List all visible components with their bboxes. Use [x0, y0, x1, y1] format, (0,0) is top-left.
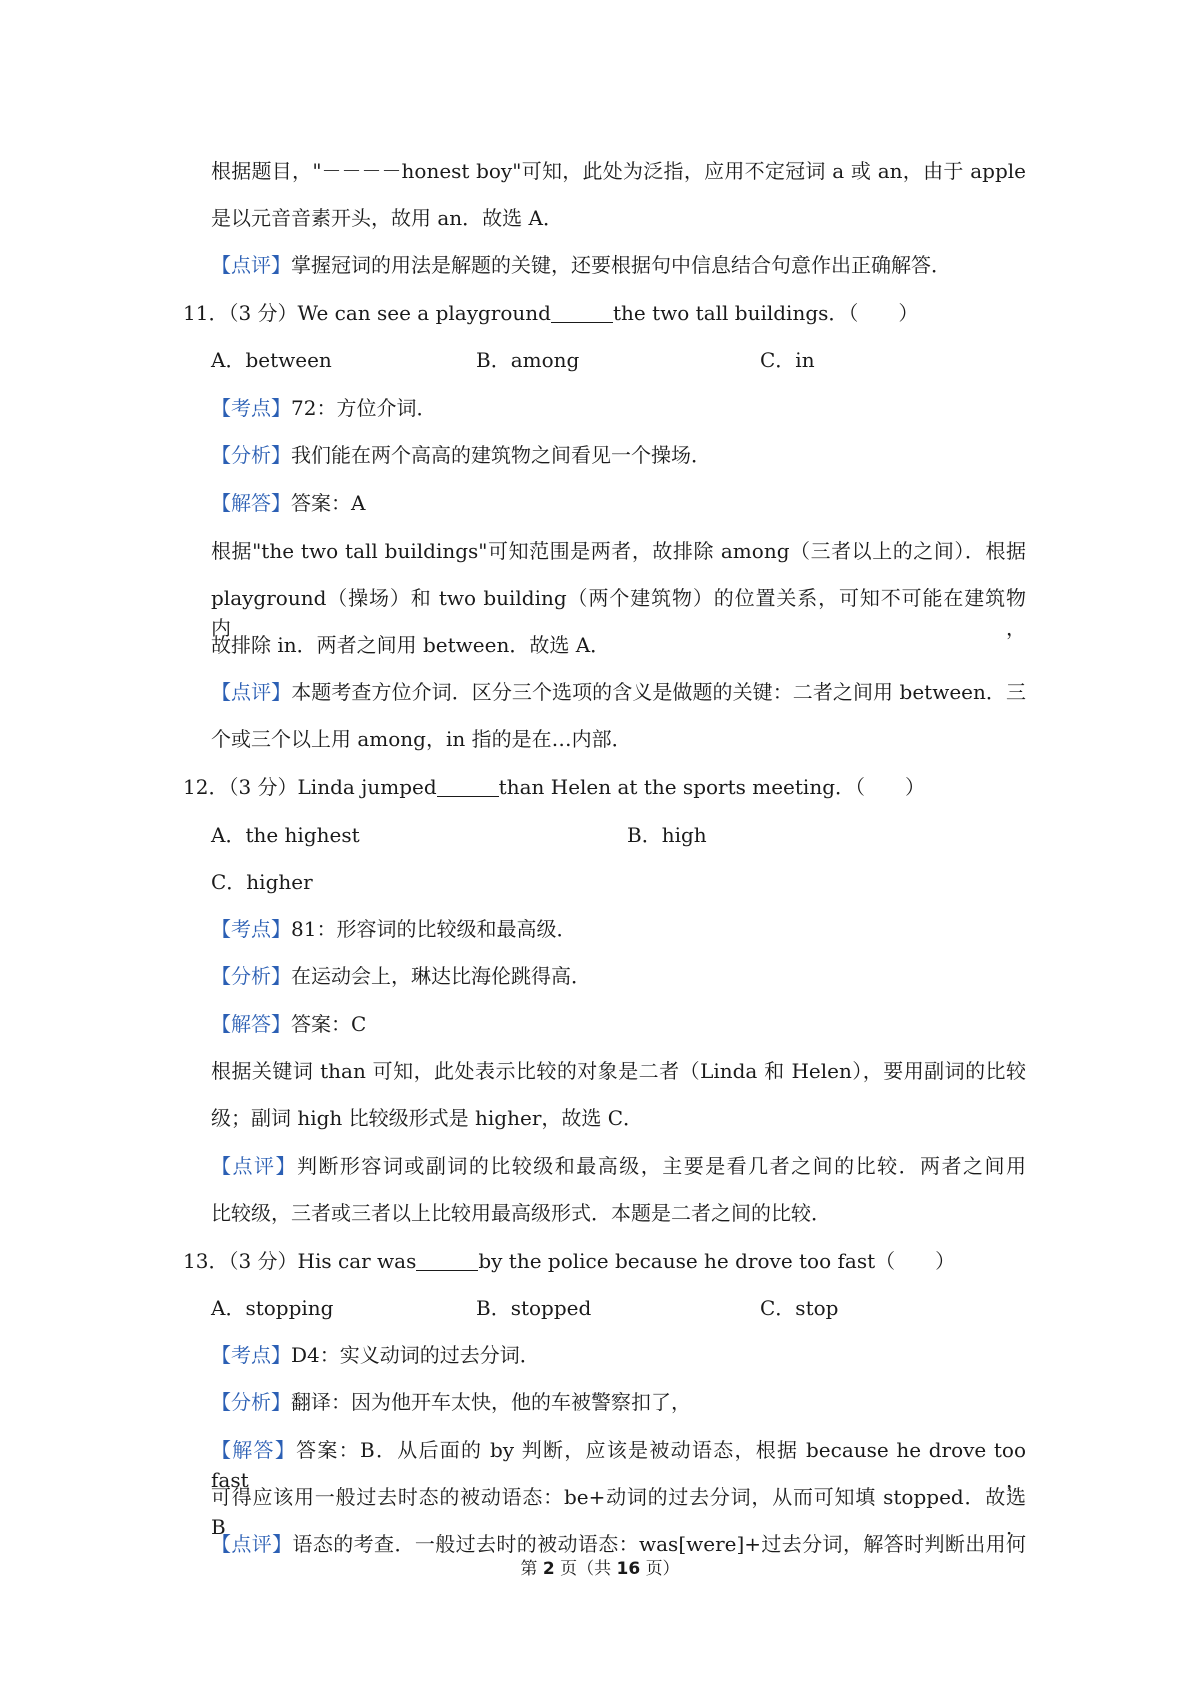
comment-tag: 【点评】	[211, 253, 291, 277]
answer-blank	[437, 776, 499, 797]
question-11-fenxi	[211, 440, 711, 470]
question-13-option-a: A．stopping	[211, 1296, 334, 1320]
question-11-stem	[183, 298, 918, 328]
kaodian-text: 81：形容词的比较级和最高级．	[291, 917, 577, 941]
question-12-fenxi	[211, 961, 591, 991]
fenxi-text: 在运动会上，琳达比海伦跳得高．	[291, 964, 591, 988]
page-footer	[0, 1557, 1200, 1581]
fenxi-text: 翻译：因为他开车太快，他的车被警察扣了，	[291, 1390, 691, 1414]
page-number: 2	[542, 1559, 555, 1579]
intro-line-1: 根据题目，"－－－－honest boy"可知，此处为泛指，应用不定冠词 a 或 an，由于 apple	[211, 159, 1026, 183]
fenxi-tag: 【分析】	[211, 443, 291, 467]
question-11-explain-2: playground（操场）和 two building（两个建筑物）的位置关系，可知不可能在建筑物内，	[211, 586, 1026, 640]
question-11-dianping-2: 个或三个以上用 among，in 指的是在…内部．	[211, 727, 632, 751]
jieda-tag: 【解答】	[211, 1438, 297, 1462]
kaodian-tag: 【考点】	[211, 1343, 291, 1367]
question-11-suffix: the two tall buildings．（ ）	[612, 301, 919, 325]
comment-text: 掌握冠词的用法是解题的关键，还要根据句中信息结合句意作出正确解答．	[291, 253, 951, 277]
kaodian-tag: 【考点】	[211, 396, 291, 420]
footer-post: 页）	[645, 1559, 680, 1579]
question-13-stem	[183, 1246, 955, 1276]
question-13-dianping	[211, 1529, 1026, 1559]
dianping-tag: 【点评】	[211, 1154, 297, 1178]
dianping-text: 判断形容词或副词的比较级和最高级，主要是看几者之间的比较．两者之间用	[296, 1154, 1027, 1178]
question-12-prefix: 12．（3 分）Linda jumped	[183, 775, 437, 799]
kaodian-text: D4：实义动词的过去分词．	[291, 1343, 540, 1367]
fenxi-text: 我们能在两个高高的建筑物之间看见一个操场．	[291, 443, 711, 467]
jieda-text: 答案：B．从后面的 by 判断，应该是被动语态，根据 because he drove too fast，	[211, 1438, 1027, 1492]
fenxi-tag: 【分析】	[211, 964, 291, 988]
jieda-text: 答案：C	[291, 1012, 367, 1036]
kaodian-tag: 【考点】	[211, 917, 291, 941]
jieda-tag: 【解答】	[211, 1012, 291, 1036]
kaodian-text: 72：方位介词．	[291, 396, 437, 420]
total-pages: 16	[616, 1559, 641, 1579]
question-11-kaodian	[211, 393, 436, 423]
footer-mid: 页（共	[560, 1559, 612, 1579]
question-11-jieda	[211, 488, 365, 518]
dianping-tag: 【点评】	[211, 1532, 293, 1556]
question-11-dianping	[211, 677, 1026, 707]
question-12-option-b: B．high	[627, 823, 707, 847]
dianping-text: 本题考查方位介词．区分三个选项的含义是做题的关键：二者之间用 between．三	[291, 680, 1026, 704]
question-13-prefix: 13．（3 分）His car was	[183, 1249, 417, 1273]
question-12-option-a: A．the highest	[211, 823, 360, 847]
question-13-jieda-2: 可得应该用一般过去时态的被动语态：be+动词的过去分词，从而可知填 stopped．故选 B．	[211, 1485, 1026, 1539]
question-12-stem	[183, 772, 925, 802]
question-12-suffix: than Helen at the sports meeting．（ ）	[498, 775, 926, 799]
question-12-explain-2: 级；副词 high 比较级形式是 higher，故选 C．	[211, 1106, 644, 1130]
jieda-tag: 【解答】	[211, 491, 291, 515]
question-12-kaodian	[211, 914, 576, 944]
question-11-prefix: 11．（3 分）We can see a playground	[183, 301, 551, 325]
question-13-kaodian	[211, 1340, 540, 1370]
intro-line-2: 是以元音音素开头，故用 an．故选 A．	[211, 206, 563, 230]
question-11-explain-3: 故排除 in．两者之间用 between．故选 A．	[211, 633, 611, 657]
question-12-dianping	[211, 1151, 1026, 1181]
fenxi-tag: 【分析】	[211, 1390, 291, 1414]
answer-blank	[551, 302, 613, 323]
answer-blank	[416, 1250, 478, 1271]
dianping-text: 语态的考查．一般过去时的被动语态：was[were]+过去分词，解答时判断出用何	[292, 1532, 1026, 1556]
question-13-option-c: C．stop	[760, 1296, 839, 1320]
footer-pre: 第	[520, 1559, 538, 1579]
jieda-text: 答案：A	[291, 491, 366, 515]
question-11-option-c: C．in	[760, 348, 815, 372]
question-13-suffix: by the police because he drove too fast（ ）	[478, 1249, 956, 1273]
intro-comment	[211, 250, 951, 280]
dianping-tag: 【点评】	[211, 680, 292, 704]
question-13-option-b: B．stopped	[476, 1296, 592, 1320]
question-12-jieda	[211, 1009, 366, 1039]
question-13-fenxi	[211, 1387, 691, 1417]
question-11-explain-1: 根据"the two tall buildings"可知范围是两者，故排除 among（三者以上的之间）．根据	[211, 539, 1026, 563]
question-12-option-c: C．higher	[211, 870, 313, 894]
question-11-option-a: A．between	[211, 348, 332, 372]
question-12-explain-1: 根据关键词 than 可知，此处表示比较的对象是二者（Linda 和 Helen），要用副词的比较	[211, 1059, 1026, 1083]
question-11-option-b: B．among	[476, 348, 580, 372]
question-12-dianping-2: 比较级，三者或三者以上比较用最高级形式．本题是二者之间的比较．	[211, 1201, 831, 1225]
